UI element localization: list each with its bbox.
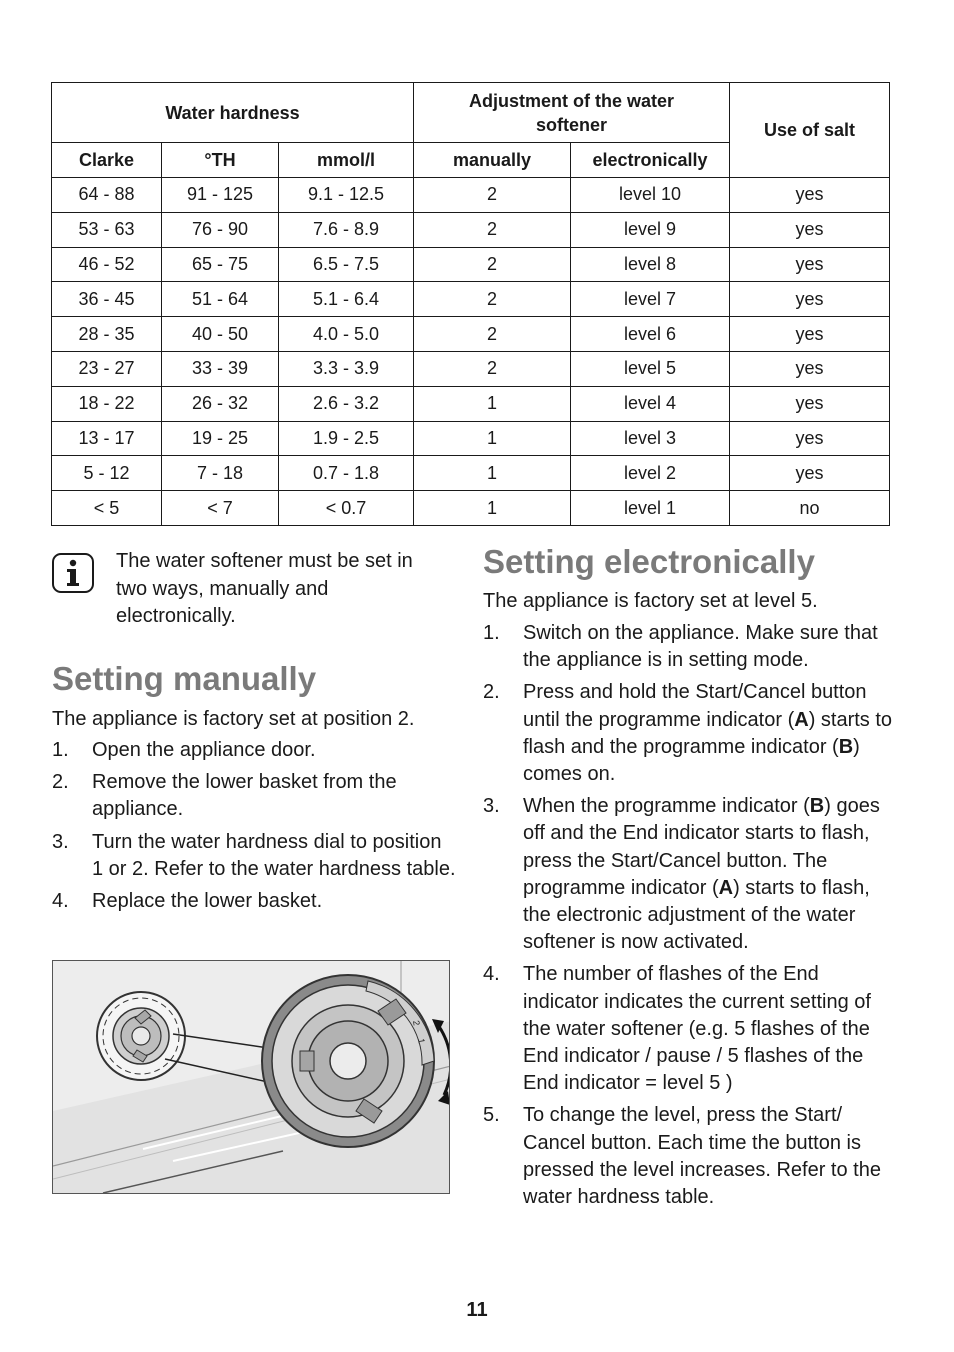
table-cell-th: 33 - 39 <box>162 351 279 386</box>
table-cell-salt: yes <box>730 212 890 247</box>
list-item: 3. When the programme indicator (B) goes off and the End indicator starts to flash, press the Start/Cancel button. The programme indicator (A) starts to flash, the electronic adjustment of the water softener is now activated. <box>483 795 880 954</box>
adjustment-header: Adjustment of the water softener <box>414 83 730 143</box>
list-item: 1. Open the appliance door. <box>52 739 316 761</box>
table-row <box>52 178 890 213</box>
electronic-steps-list <box>483 620 893 1216</box>
table-row <box>52 351 890 386</box>
table-cell-mmol: 3.3 - 3.9 <box>279 351 414 386</box>
table-cell-mmol: 0.7 - 1.8 <box>279 456 414 491</box>
electronic-intro-text: The appliance is factory set at level 5. <box>483 590 818 612</box>
table-row <box>52 317 890 352</box>
table-cell-clarke: < 5 <box>52 491 162 526</box>
table-cell-th: 65 - 75 <box>162 247 279 282</box>
list-item: 3. Turn the water hardness dial to position 1 or 2. Refer to the water hardness table. <box>52 830 456 880</box>
table-cell-mmol: < 0.7 <box>279 491 414 526</box>
table-cell-clarke: 28 - 35 <box>52 317 162 352</box>
table-cell-mmol: 1.9 - 2.5 <box>279 421 414 456</box>
table-cell-electronic: level 10 <box>571 178 730 213</box>
electronically-header: electronically <box>571 143 730 178</box>
table-cell-clarke: 53 - 63 <box>52 212 162 247</box>
info-icon <box>52 553 94 593</box>
setting-electronically-heading: Setting electronically <box>483 543 815 580</box>
table-cell-electronic: level 1 <box>571 491 730 526</box>
table-cell-electronic: level 4 <box>571 386 730 421</box>
table-cell-th: 51 - 64 <box>162 282 279 317</box>
table-row <box>52 386 890 421</box>
table-cell-mmol: 4.0 - 5.0 <box>279 317 414 352</box>
mmol-header: mmol/l <box>279 143 414 178</box>
table-cell-manual: 1 <box>414 386 571 421</box>
table-cell-salt: yes <box>730 351 890 386</box>
table-cell-th: 26 - 32 <box>162 386 279 421</box>
list-item: 2. Remove the lower basket from the appliance. <box>52 771 397 821</box>
table-cell-th: 76 - 90 <box>162 212 279 247</box>
table-row <box>52 421 890 456</box>
table-cell-electronic: level 2 <box>571 456 730 491</box>
setting-manually-heading: Setting manually <box>52 660 317 697</box>
dial-mark-1: 1 <box>416 1037 427 1045</box>
table-cell-electronic: level 6 <box>571 317 730 352</box>
table-cell-salt: yes <box>730 317 890 352</box>
list-item: 4. Replace the lower basket. <box>52 890 323 913</box>
table-cell-clarke: 64 - 88 <box>52 178 162 213</box>
table-cell-salt: yes <box>730 421 890 456</box>
table-cell-clarke: 18 - 22 <box>52 386 162 421</box>
table-cell-manual: 1 <box>414 456 571 491</box>
dial-mark-2: 2 <box>411 1019 422 1027</box>
list-item: 5. To change the level, press the Start/ Cancel button. Each time the button is pressed the level increases. Refer to the water hardness table. <box>483 1104 881 1209</box>
table-cell-manual: 2 <box>414 178 571 213</box>
table-cell-manual: 1 <box>414 421 571 456</box>
table-cell-salt: no <box>730 491 890 526</box>
table-cell-manual: 2 <box>414 317 571 352</box>
table-cell-mmol: 7.6 - 8.9 <box>279 212 414 247</box>
table-cell-mmol: 5.1 - 6.4 <box>279 282 414 317</box>
table-cell-salt: yes <box>730 386 890 421</box>
water-hardness-table <box>51 82 890 526</box>
table-cell-salt: yes <box>730 456 890 491</box>
table-body <box>52 178 890 526</box>
table-cell-clarke: 46 - 52 <box>52 247 162 282</box>
th-header: °TH <box>162 143 279 178</box>
water-hardness-dial-illustration <box>52 960 450 1194</box>
table-cell-manual: 1 <box>414 491 571 526</box>
table-row <box>52 456 890 491</box>
table-cell-th: 40 - 50 <box>162 317 279 352</box>
table-cell-clarke: 23 - 27 <box>52 351 162 386</box>
table-cell-electronic: level 9 <box>571 212 730 247</box>
table-cell-salt: yes <box>730 178 890 213</box>
table-cell-manual: 2 <box>414 282 571 317</box>
clarke-header: Clarke <box>52 143 162 178</box>
list-item: 1. Switch on the appliance. Make sure that the appliance is in setting mode. <box>483 622 878 672</box>
table-cell-clarke: 36 - 45 <box>52 282 162 317</box>
table-cell-th: 7 - 18 <box>162 456 279 491</box>
table-cell-manual: 2 <box>414 351 571 386</box>
table-cell-electronic: level 3 <box>571 421 730 456</box>
table-row <box>52 491 890 526</box>
table-cell-salt: yes <box>730 247 890 282</box>
table-cell-th: 91 - 125 <box>162 178 279 213</box>
table-cell-mmol: 9.1 - 12.5 <box>279 178 414 213</box>
water-hardness-header: Water hardness <box>52 83 414 143</box>
manually-header: manually <box>414 143 571 178</box>
table-cell-salt: yes <box>730 282 890 317</box>
table-row <box>52 212 890 247</box>
table-cell-manual: 2 <box>414 247 571 282</box>
table-cell-clarke: 5 - 12 <box>52 456 162 491</box>
list-item: 2. Press and hold the Start/Cancel button until the programme indicator (A) starts to flash and the programme indicator (B) comes on. <box>483 681 893 786</box>
table-cell-electronic: level 5 <box>571 351 730 386</box>
info-note-text: The water softener must be set in two ways, manually and electronically. <box>116 550 413 627</box>
table-cell-th: 19 - 25 <box>162 421 279 456</box>
table-cell-manual: 2 <box>414 212 571 247</box>
list-item: 4. The number of flashes of the End indicator indicates the current setting of the water softener (e.g. 5 flashes of the End indicator / pause / 5 flashes of the End indicator = level 5 ) <box>483 963 871 1095</box>
manual-steps-list <box>52 737 458 920</box>
table-cell-th: < 7 <box>162 491 279 526</box>
table-row <box>52 282 890 317</box>
table-cell-electronic: level 8 <box>571 247 730 282</box>
table-cell-mmol: 6.5 - 7.5 <box>279 247 414 282</box>
table-row <box>52 247 890 282</box>
use-of-salt-header: Use of salt <box>730 83 890 178</box>
table-cell-electronic: level 7 <box>571 282 730 317</box>
table-cell-mmol: 2.6 - 3.2 <box>279 386 414 421</box>
table-cell-clarke: 13 - 17 <box>52 421 162 456</box>
page-number: 11 <box>466 1299 488 1321</box>
manual-intro-text: The appliance is factory set at position 2. <box>52 708 415 730</box>
